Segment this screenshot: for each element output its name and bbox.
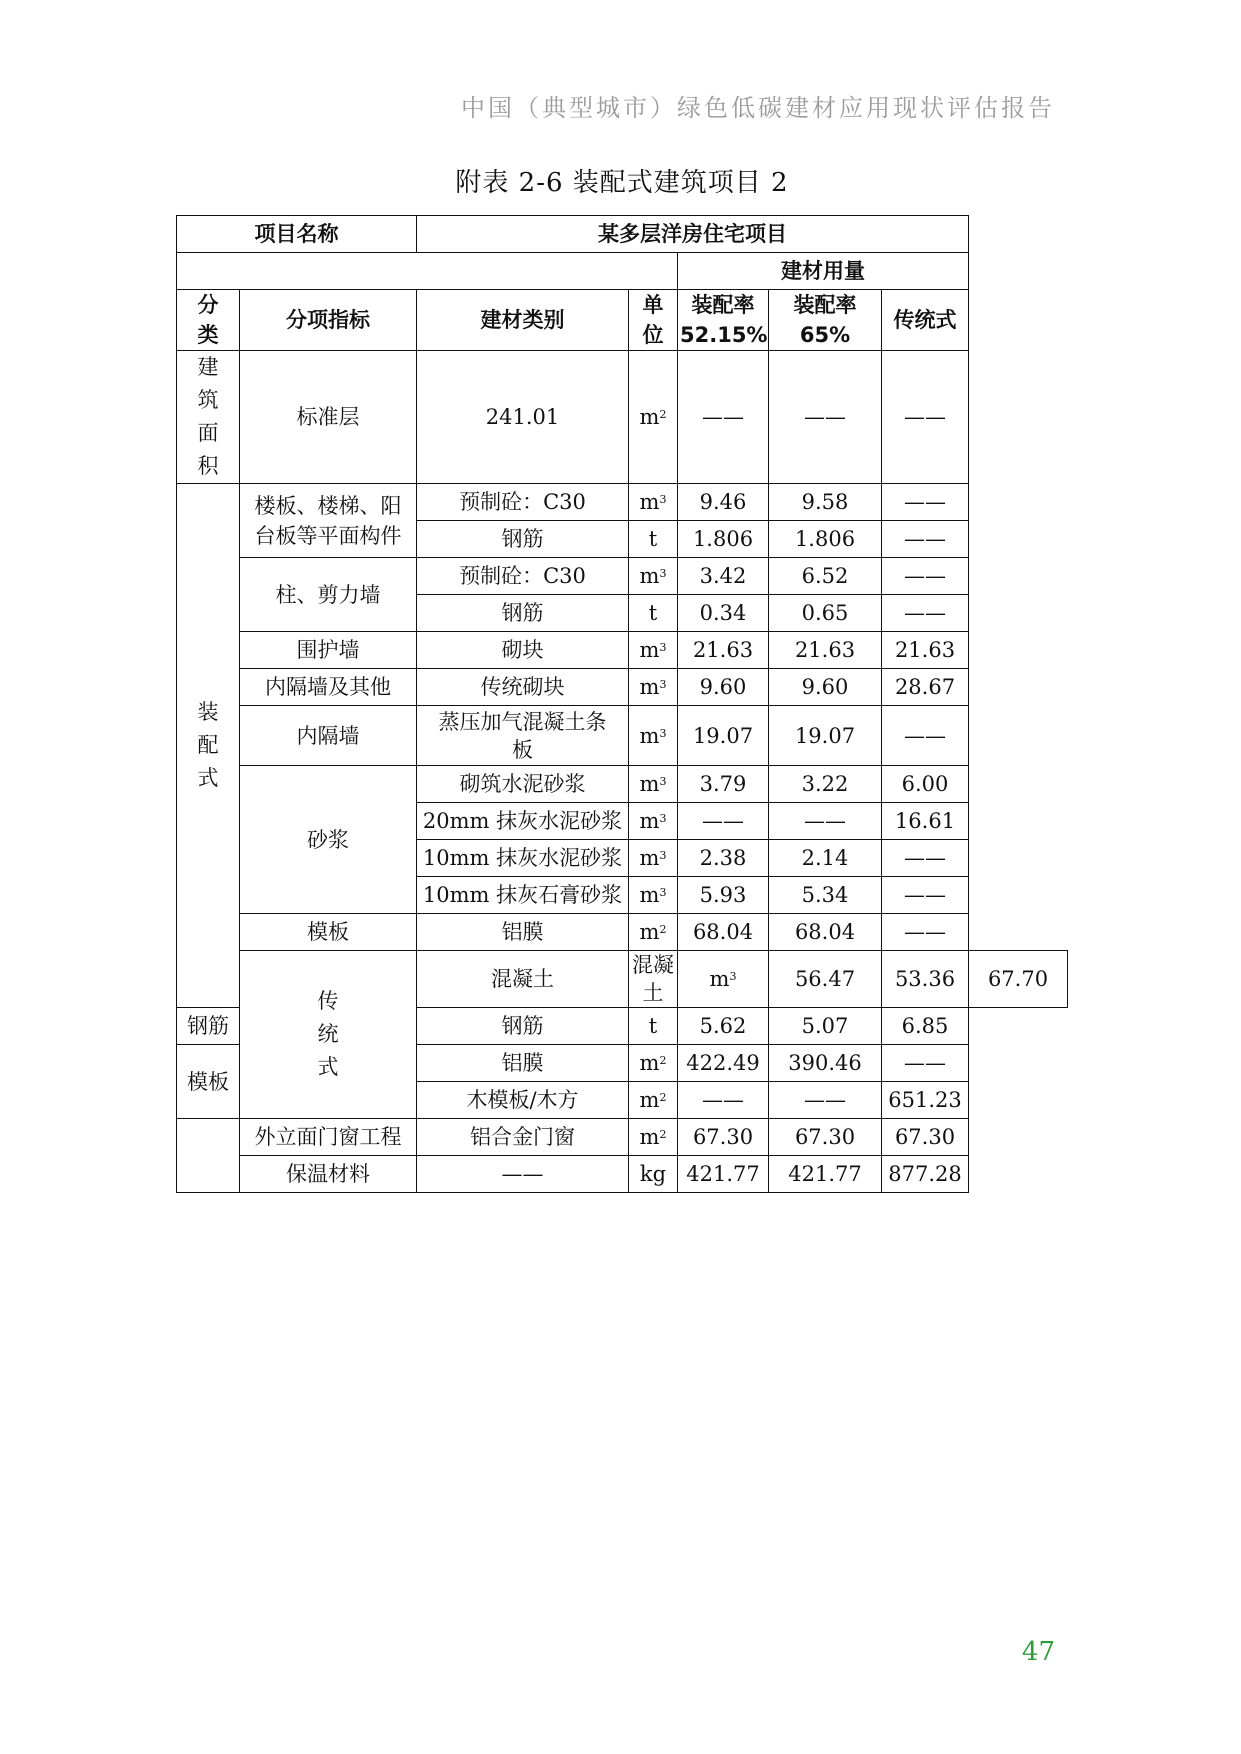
unit-cell [629, 1156, 678, 1193]
assembly-52-cell: 5.62 [678, 1008, 769, 1045]
traditional-cell: —— [882, 706, 969, 766]
unit-exponent: 2 [659, 1128, 667, 1141]
traditional-cell: —— [882, 521, 969, 558]
category-prefab: 装 配 式 [177, 484, 240, 1008]
table-row [177, 669, 1068, 706]
unit-cell [629, 1082, 678, 1119]
unit-exponent: 3 [659, 493, 667, 506]
unit-text: m [639, 1125, 660, 1149]
header-row-columns [177, 290, 1068, 351]
unit-exponent: 3 [659, 567, 667, 580]
assembly-52-cell: 19.07 [678, 706, 769, 766]
item-partition-other: 内隔墙及其他 [240, 669, 417, 706]
assembly-52-cell: —— [678, 803, 769, 840]
unit-text: m [639, 883, 660, 907]
running-header: 中国（典型城市）绿色低碳建材应用现状评估报告 [461, 94, 1055, 122]
unit-cell [629, 1008, 678, 1045]
unit-text: t [648, 527, 658, 551]
traditional-cell: 21.63 [882, 632, 969, 669]
unit-cell [629, 521, 678, 558]
material-cell: 砌筑水泥砂浆 [417, 766, 629, 803]
item-rebar: 钢筋 [177, 1008, 240, 1045]
assembly-65-cell: —— [769, 351, 882, 484]
unit-cell [678, 951, 769, 1008]
assembly-65-cell: 3.22 [769, 766, 882, 803]
unit-text: m [639, 490, 660, 514]
assembly-65-cell: 5.07 [769, 1008, 882, 1045]
traditional-cell: 6.00 [882, 766, 969, 803]
assembly-52-cell: 2.38 [678, 840, 769, 877]
unit-cell [629, 632, 678, 669]
table-row [177, 766, 1068, 803]
traditional-cell: —— [882, 1045, 969, 1082]
project-label: 项目名称 [177, 216, 417, 253]
assembly-52-cell: 422.49 [678, 1045, 769, 1082]
item-column: 柱、剪力墙 [240, 558, 417, 632]
material-cell: 蒸压加气混凝土条 板 [417, 706, 629, 766]
material-cell: 铝膜 [417, 1045, 629, 1082]
assembly-65-cell: 421.77 [769, 1156, 882, 1193]
traditional-cell: 67.70 [969, 951, 1068, 1008]
unit-exponent: 3 [659, 812, 667, 825]
materials-table [176, 215, 1068, 1193]
assembly-52-cell: 5.93 [678, 877, 769, 914]
traditional-cell: 16.61 [882, 803, 969, 840]
item-formwork-trad: 模板 [177, 1045, 240, 1119]
assembly-65-cell: 9.58 [769, 484, 882, 521]
item-facade: 外立面门窗工程 [240, 1119, 417, 1156]
unit-cell [629, 669, 678, 706]
material-cell: 砌块 [417, 632, 629, 669]
col-material: 建材类别 [417, 290, 629, 351]
traditional-cell: 28.67 [882, 669, 969, 706]
traditional-cell: —— [882, 558, 969, 595]
unit-exponent: 3 [659, 726, 667, 740]
col-item: 分项指标 [240, 290, 417, 351]
assembly-65-cell: 5.34 [769, 877, 882, 914]
traditional-cell: 67.30 [882, 1119, 969, 1156]
unit-text: m [639, 564, 660, 588]
table-caption: 附表 2-6 装配式建筑项目 2 [455, 168, 789, 198]
assembly-52-cell: 9.60 [678, 669, 769, 706]
unit-cell [629, 803, 678, 840]
unit-exponent: 3 [729, 970, 737, 983]
traditional-cell: 6.85 [882, 1008, 969, 1045]
material-cell: 传统砌块 [417, 669, 629, 706]
assembly-65-cell: 21.63 [769, 632, 882, 669]
traditional-cell: —— [882, 840, 969, 877]
assembly-65-cell: 67.30 [769, 1119, 882, 1156]
item-insulation: 保温材料 [240, 1156, 417, 1193]
item-partition: 内隔墙 [240, 706, 417, 766]
item-standard-floor: 标准层 [240, 351, 417, 484]
assembly-52-cell: 3.79 [678, 766, 769, 803]
category-area: 建 筑 面 积 [177, 351, 240, 484]
unit-text: m [709, 967, 730, 991]
material-cell: 预制砼：C30 [417, 484, 629, 521]
assembly-52-cell: 21.63 [678, 632, 769, 669]
traditional-cell: —— [882, 914, 969, 951]
unit-text: m [639, 405, 660, 429]
assembly-65-cell: 2.14 [769, 840, 882, 877]
traditional-cell: —— [882, 484, 969, 521]
table-row [177, 484, 1068, 521]
group-blank [177, 253, 678, 290]
table-row [177, 914, 1068, 951]
unit-text: t [648, 1014, 658, 1038]
assembly-65-cell: 68.04 [769, 914, 882, 951]
unit-text: m [639, 723, 660, 748]
material-cell: —— [417, 1156, 629, 1193]
material-cell: 20mm 抹灰水泥砂浆 [417, 803, 629, 840]
material-cell: 钢筋 [417, 521, 629, 558]
unit-exponent: 3 [659, 678, 667, 691]
table-row [177, 558, 1068, 595]
material-cell: 钢筋 [417, 1008, 629, 1045]
item-formwork-prefab: 模板 [240, 914, 417, 951]
table-row [177, 351, 1068, 484]
assembly-65-cell: 390.46 [769, 1045, 882, 1082]
assembly-65-cell: 53.36 [882, 951, 969, 1008]
unit-cell [629, 351, 678, 484]
assembly-52-cell: 9.46 [678, 484, 769, 521]
group-header: 建材用量 [678, 253, 969, 290]
traditional-cell: 651.23 [882, 1082, 969, 1119]
col-category: 分 类 [177, 290, 240, 351]
assembly-52-cell: —— [678, 1082, 769, 1119]
traditional-cell: —— [882, 595, 969, 632]
material-cell: 铝膜 [417, 914, 629, 951]
unit-text: m [639, 1088, 660, 1112]
category-traditional: 传 统 式 [240, 951, 417, 1119]
header-row-group [177, 253, 1068, 290]
assembly-65-cell: 1.806 [769, 521, 882, 558]
material-cell: 10mm 抹灰石膏砂浆 [417, 877, 629, 914]
assembly-65-cell: 9.60 [769, 669, 882, 706]
item-envelope: 围护墙 [240, 632, 417, 669]
unit-exponent: 2 [659, 1091, 667, 1104]
table-row [177, 1119, 1068, 1156]
assembly-52-cell: 67.30 [678, 1119, 769, 1156]
material-cell: 钢筋 [417, 595, 629, 632]
unit-text: m [639, 920, 660, 944]
unit-exponent: 2 [659, 1054, 667, 1067]
table-row [177, 951, 1068, 1008]
item-slab: 楼板、楼梯、阳 台板等平面构件 [240, 484, 417, 558]
unit-exponent: 3 [659, 886, 667, 899]
assembly-52-cell: —— [678, 351, 769, 484]
unit-cell [629, 706, 678, 766]
traditional-cell: 877.28 [882, 1156, 969, 1193]
table-row [177, 632, 1068, 669]
item-concrete: 混凝土 [417, 951, 629, 1008]
traditional-cell: —— [882, 351, 969, 484]
assembly-52-cell: 56.47 [769, 951, 882, 1008]
assembly-52-cell: 0.34 [678, 595, 769, 632]
unit-cell [629, 914, 678, 951]
unit-cell [629, 595, 678, 632]
material-cell: 10mm 抹灰水泥砂浆 [417, 840, 629, 877]
unit-cell [629, 1045, 678, 1082]
col-unit: 单 位 [629, 290, 678, 351]
col-traditional: 传统式 [882, 290, 969, 351]
unit-cell [629, 840, 678, 877]
unit-text: t [648, 601, 658, 625]
assembly-52-cell: 421.77 [678, 1156, 769, 1193]
material-cell: 铝合金门窗 [417, 1119, 629, 1156]
unit-exponent: 3 [659, 849, 667, 862]
unit-text: m [639, 809, 660, 833]
unit-text: m [639, 638, 660, 662]
unit-exponent: 3 [659, 775, 667, 788]
assembly-65-cell: 6.52 [769, 558, 882, 595]
page-number: 47 [1021, 1637, 1055, 1667]
unit-text: m [639, 846, 660, 870]
material-cell: 预制砼：C30 [417, 558, 629, 595]
item-mortar: 砂浆 [240, 766, 417, 914]
assembly-52-cell: 68.04 [678, 914, 769, 951]
unit-text: m [639, 1051, 660, 1075]
material-cell: 木模板/木方 [417, 1082, 629, 1119]
header-row-project [177, 216, 1068, 253]
unit-cell [629, 1119, 678, 1156]
material-cell: 混凝土 [629, 951, 678, 1008]
category-other-blank [177, 1119, 240, 1193]
unit-exponent: 2 [659, 408, 667, 421]
assembly-65-cell: —— [769, 803, 882, 840]
table-row [177, 706, 1068, 766]
project-name: 某多层洋房住宅项目 [417, 216, 969, 253]
unit-cell [629, 877, 678, 914]
col-assembly-52: 装配率 52.15% [678, 290, 769, 351]
unit-text: kg [639, 1162, 667, 1186]
unit-exponent: 2 [659, 923, 667, 936]
traditional-cell: —— [882, 877, 969, 914]
material-cell: 241.01 [417, 351, 629, 484]
col-assembly-65: 装配率 65% [769, 290, 882, 351]
unit-cell [629, 558, 678, 595]
unit-text: m [639, 772, 660, 796]
unit-exponent: 3 [659, 641, 667, 654]
table-row [177, 1156, 1068, 1193]
assembly-65-cell: 0.65 [769, 595, 882, 632]
unit-cell [629, 766, 678, 803]
unit-cell [629, 484, 678, 521]
assembly-52-cell: 3.42 [678, 558, 769, 595]
assembly-65-cell: 19.07 [769, 706, 882, 766]
unit-text: m [639, 675, 660, 699]
assembly-65-cell: —— [769, 1082, 882, 1119]
assembly-52-cell: 1.806 [678, 521, 769, 558]
